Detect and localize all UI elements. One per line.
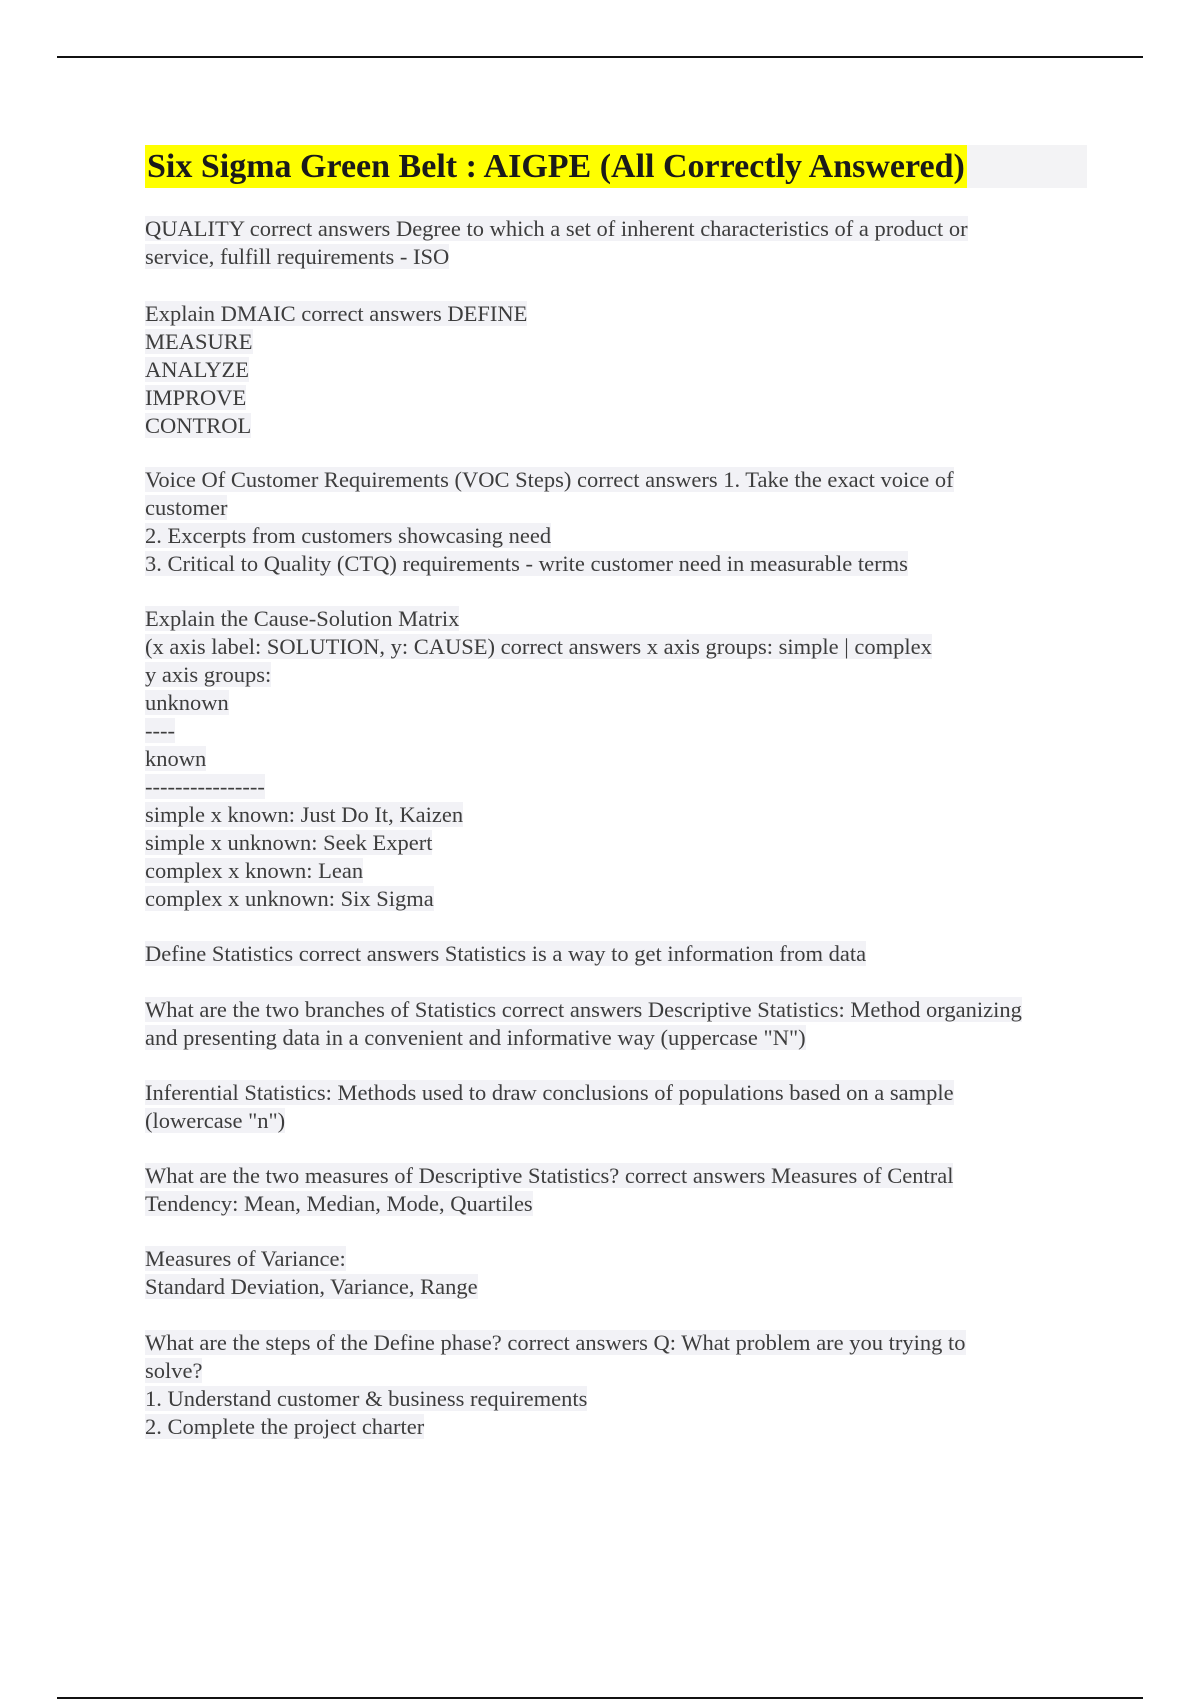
text-line [145, 829, 932, 857]
text-line-content: Explain DMAIC correct answers DEFINE [145, 301, 528, 326]
text-line [145, 689, 932, 717]
text-line [145, 996, 1022, 1024]
text-line-content: IMPROVE [145, 385, 247, 410]
text-line-content: Voice Of Customer Requirements (VOC Steps) correct answers 1. Take the exact voice of [145, 467, 954, 492]
text-line [145, 1107, 954, 1135]
qa-block [145, 1329, 966, 1441]
text-line [145, 1329, 966, 1357]
top-rule [57, 56, 1143, 58]
text-line [145, 1413, 966, 1441]
text-line-content: (x axis label: SOLUTION, y: CAUSE) correct answers x axis groups: simple | complex [145, 634, 932, 659]
text-line-content: simple x unknown: Seek Expert [145, 830, 433, 855]
text-line-content: ANALYZE [145, 357, 249, 382]
qa-block [145, 1245, 478, 1301]
text-line-content: customer [145, 495, 228, 520]
qa-block [145, 300, 527, 440]
text-line-content: QUALITY correct answers Degree to which a set of inherent characteristics of a product or [145, 216, 968, 241]
text-line-content: unknown [145, 690, 229, 715]
text-line-content: Explain the Cause-Solution Matrix [145, 606, 460, 631]
text-line [145, 1273, 478, 1301]
bottom-rule [57, 1697, 1143, 1699]
text-line-content: MEASURE [145, 329, 253, 354]
text-line-content: and presenting data in a convenient and informative way (uppercase "N") [145, 1025, 806, 1050]
text-line [145, 328, 527, 356]
text-line [145, 1079, 954, 1107]
text-line [145, 412, 527, 440]
text-line [145, 1245, 478, 1273]
text-line [145, 633, 932, 661]
text-line [145, 717, 932, 745]
text-line [145, 801, 932, 829]
text-line-content: Define Statistics correct answers Statistics is a way to get information from data [145, 941, 867, 966]
qa-block [145, 466, 954, 578]
text-line [145, 745, 932, 773]
text-line [145, 605, 932, 633]
qa-block [145, 940, 866, 968]
text-line [145, 550, 954, 578]
text-line-content: What are the two measures of Descriptive Statistics? correct answers Measures of Central [145, 1163, 954, 1188]
text-line [145, 522, 954, 550]
text-line-content: CONTROL [145, 413, 252, 438]
text-line-content: simple x known: Just Do It, Kaizen [145, 802, 464, 827]
qa-block [145, 215, 968, 271]
text-line [145, 215, 968, 243]
text-line [145, 940, 866, 968]
text-line-content: complex x unknown: Six Sigma [145, 886, 434, 911]
text-line-content: Inferential Statistics: Methods used to draw conclusions of populations based on a sample [145, 1080, 954, 1105]
text-line-content: 1. Understand customer & business requirements [145, 1386, 588, 1411]
qa-block [145, 605, 932, 913]
text-line [145, 1162, 953, 1190]
text-line [145, 300, 527, 328]
text-line-content: solve? [145, 1358, 203, 1383]
text-line-content: (lowercase "n") [145, 1108, 286, 1133]
text-line-content: known [145, 746, 207, 771]
text-line-content: 3. Critical to Quality (CTQ) requirements - write customer need in measurable terms [145, 551, 908, 576]
text-line-content: What are the steps of the Define phase? correct answers Q: What problem are you trying to [145, 1330, 966, 1355]
text-line [145, 494, 954, 522]
text-line [145, 243, 968, 271]
qa-block [145, 1162, 953, 1218]
text-line [145, 466, 954, 494]
qa-block [145, 1079, 954, 1135]
qa-block [145, 996, 1022, 1052]
text-line [145, 1190, 953, 1218]
text-line-content: Measures of Variance: [145, 1246, 346, 1271]
text-line [145, 857, 932, 885]
text-line [145, 661, 932, 689]
text-line [145, 1385, 966, 1413]
text-line-content: ---------------- [145, 774, 265, 799]
text-line-content: Tendency: Mean, Median, Mode, Quartiles [145, 1191, 533, 1216]
document-title: Six Sigma Green Belt : AIGPE (All Correctly Answered) [145, 145, 967, 188]
text-line [145, 885, 932, 913]
text-line [145, 356, 527, 384]
text-line-content: service, fulfill requirements - ISO [145, 244, 450, 269]
text-line [145, 384, 527, 412]
text-line-content: 2. Complete the project charter [145, 1414, 425, 1439]
text-line-content: complex x known: Lean [145, 858, 364, 883]
text-line-content: y axis groups: [145, 662, 272, 687]
text-line-content: What are the two branches of Statistics correct answers Descriptive Statistics: Method organizing [145, 997, 1022, 1022]
text-line [145, 1357, 966, 1385]
text-line [145, 773, 932, 801]
text-line-content: ---- [145, 718, 175, 743]
text-line-content: Standard Deviation, Variance, Range [145, 1274, 478, 1299]
text-line-content: 2. Excerpts from customers showcasing need [145, 523, 552, 548]
text-line [145, 1024, 1022, 1052]
